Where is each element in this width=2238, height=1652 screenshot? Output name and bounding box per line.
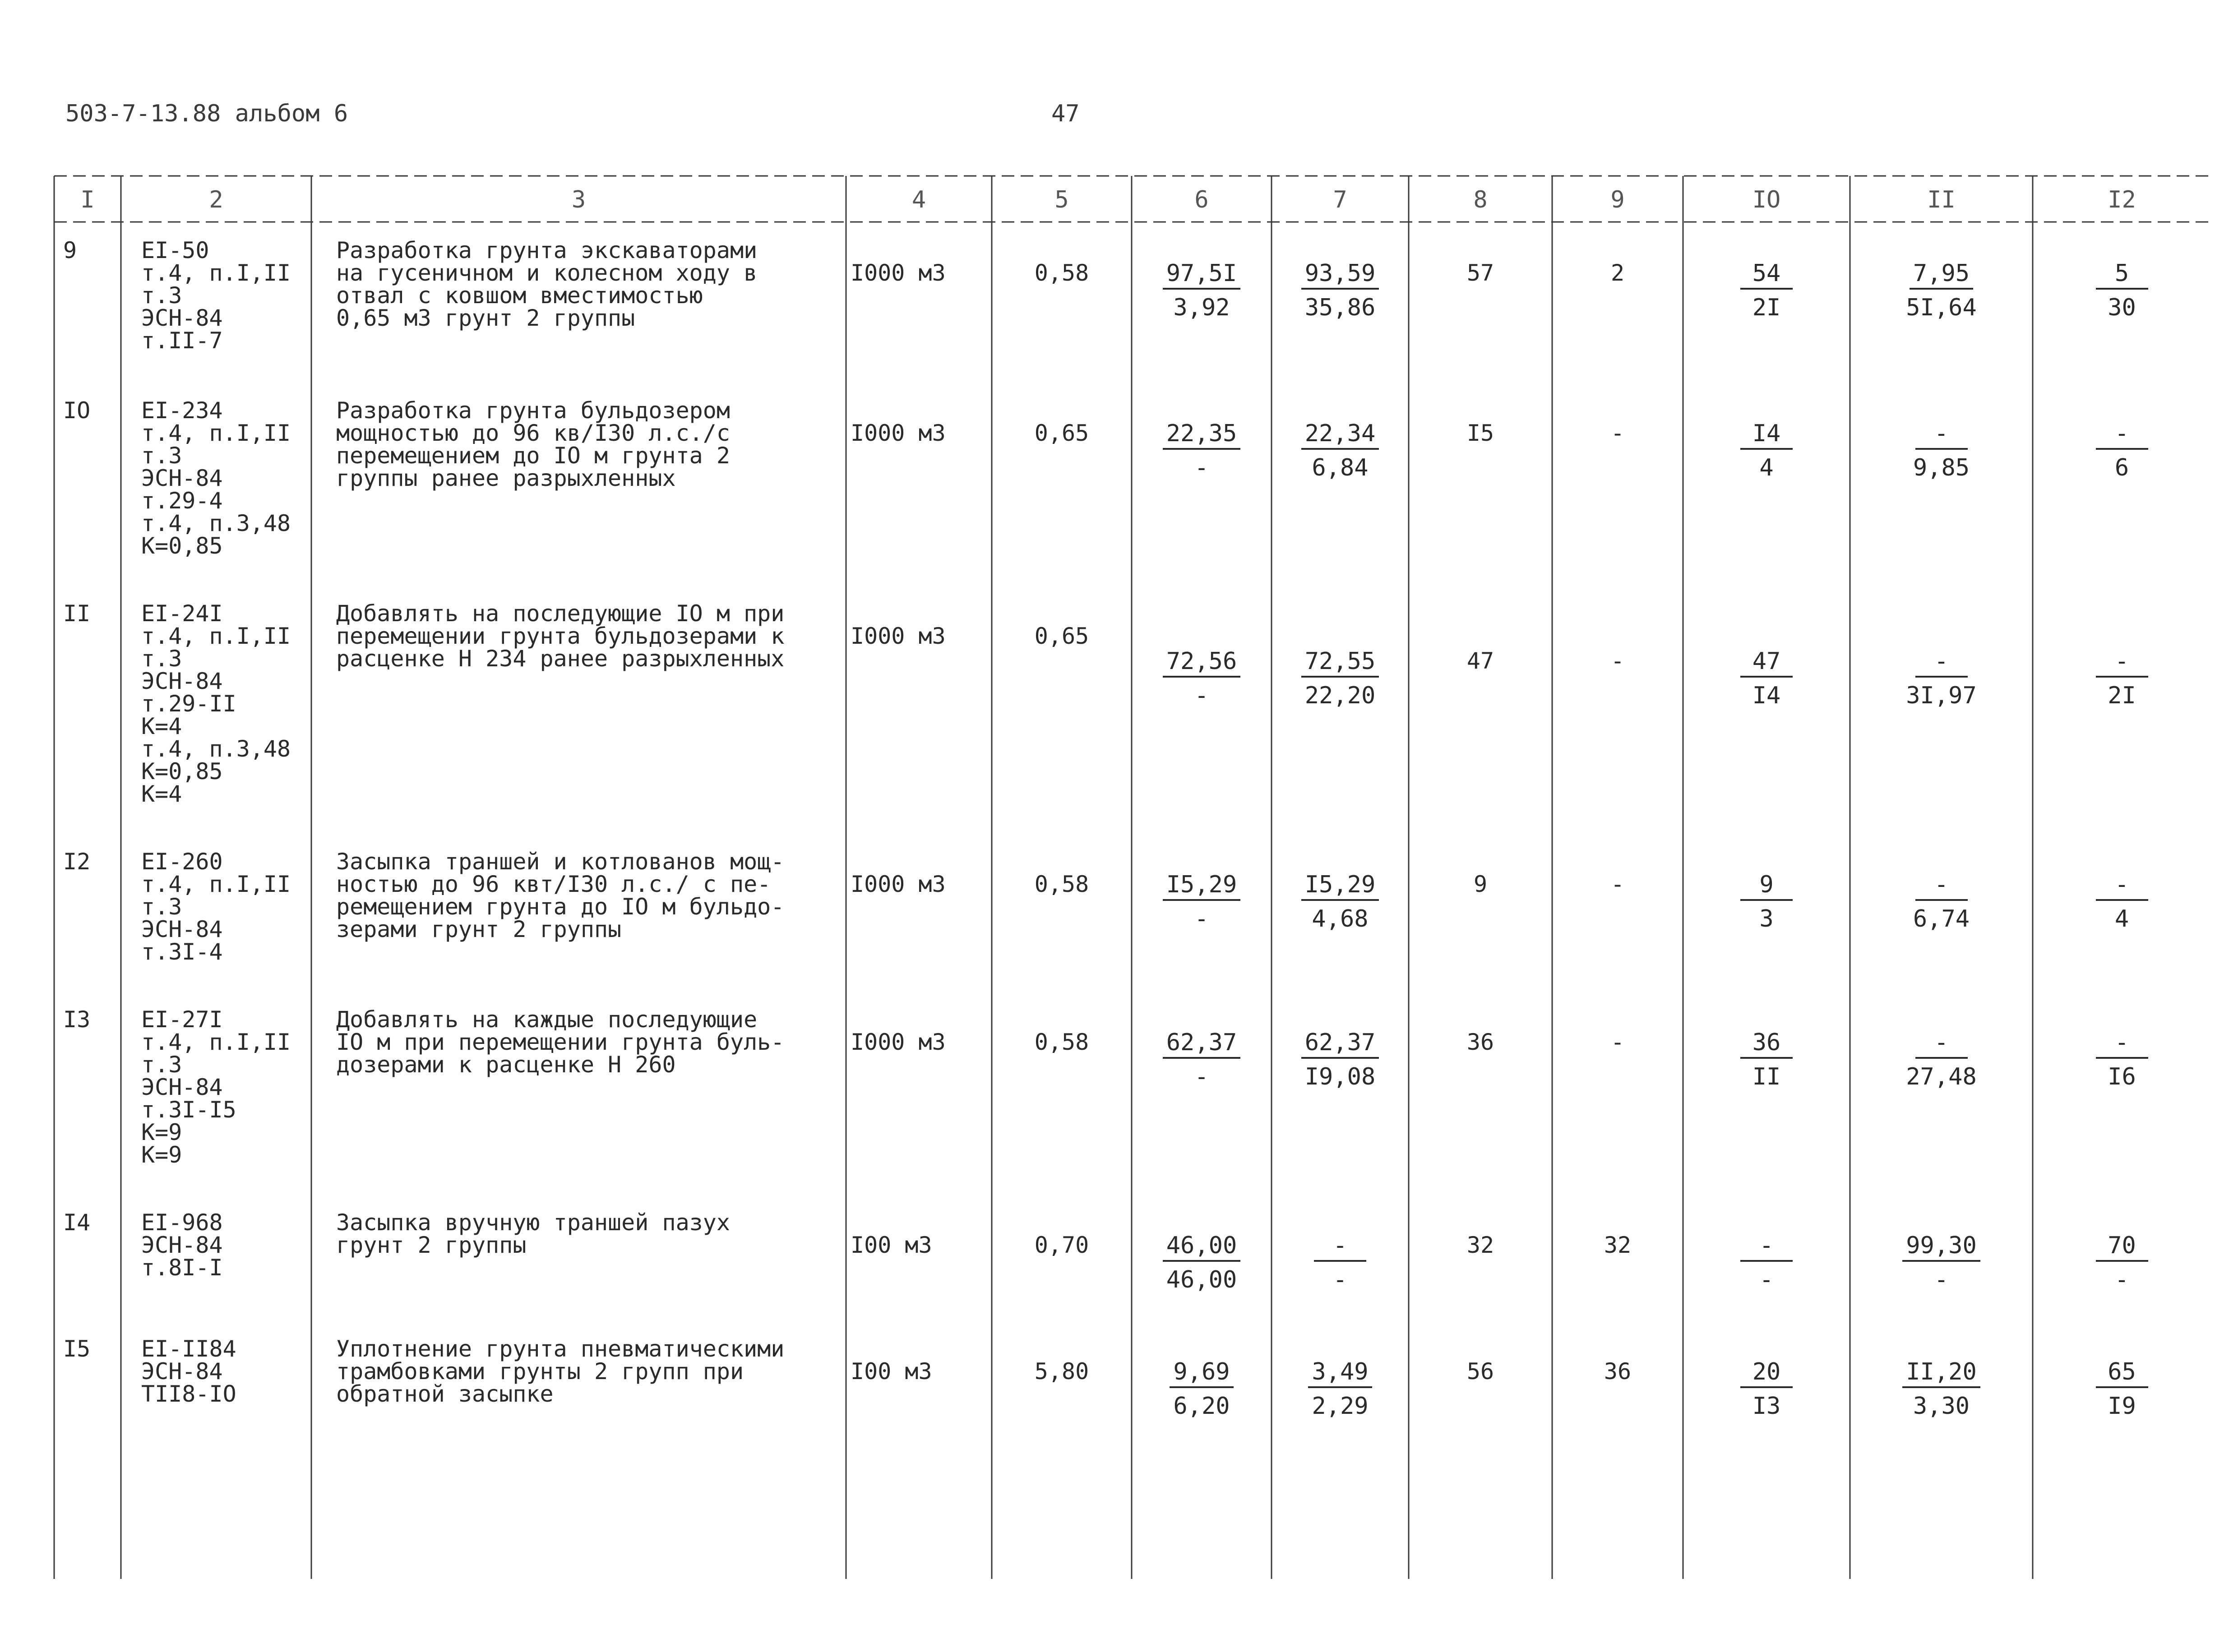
work-description: Разработка грунта экскаваторами на гусеничном и колесном ходу в отвал с ковшом вместимостью 0,65 м3 грунт 2 группы	[336, 237, 758, 331]
numerator: 72,56	[1163, 650, 1241, 678]
numerator: 22,35	[1163, 422, 1241, 450]
denominator: II	[1752, 1063, 1781, 1090]
unit-of-measure: I00 м3	[851, 1232, 932, 1258]
unit-of-measure: I00 м3	[851, 1358, 932, 1384]
denominator: 6,74	[1913, 905, 1970, 932]
column-number: I2	[2108, 186, 2136, 213]
value-col-9: -	[1610, 648, 1625, 674]
denominator: 4,68	[1312, 905, 1369, 932]
numerator: I5,29	[1301, 873, 1379, 901]
norm-reference: EI-50 т.4, п.I,II т.3 ЭСН-84 т.II-7	[141, 237, 291, 354]
numerator: 65	[2096, 1360, 2148, 1388]
value-col-7	[1295, 873, 1385, 932]
numerator: 62,37	[1301, 1031, 1379, 1059]
numerator: -	[2096, 873, 2148, 901]
value-col-9: 32	[1604, 1232, 1632, 1258]
unit-of-measure: I000 м3	[851, 623, 946, 649]
value-col-9: 36	[1604, 1358, 1632, 1384]
denominator: 6,84	[1312, 454, 1369, 481]
numerator: -	[2096, 650, 2148, 678]
row-number: I2	[63, 849, 91, 875]
numerator: 62,37	[1163, 1031, 1241, 1059]
numerator: I4	[1740, 422, 1793, 450]
unit-of-measure: I000 м3	[851, 420, 946, 446]
column-number: 8	[1473, 186, 1488, 213]
value-col-11	[1896, 873, 1987, 932]
column-number: II	[1927, 186, 1956, 213]
numerator: -	[1915, 1031, 1968, 1059]
norm-reference: EI-968 ЭСН-84 т.8I-I	[141, 1209, 223, 1281]
work-description: Разработка грунта бульдозером мощностью до 96 кв/I30 л.с./с перемещением до IO м грунта 2 группы ранее разрыхленных	[336, 397, 730, 491]
denominator: 5I,64	[1906, 294, 1977, 321]
column-number: 5	[1054, 186, 1069, 213]
value-col-6	[1156, 422, 1247, 481]
value-col-10	[1721, 422, 1812, 481]
denominator: 4	[2114, 905, 2129, 932]
norm-reference: EI-27I т.4, п.I,II т.3 ЭСН-84 т.3I-I5 К=9 К=9	[141, 1006, 291, 1168]
value-col-6	[1156, 873, 1247, 932]
page-number: 47	[1051, 100, 1080, 127]
value-col-11	[1896, 1031, 1987, 1090]
value-col-7	[1295, 1360, 1385, 1420]
row-number: 9	[63, 237, 77, 263]
numerator: 93,59	[1301, 262, 1379, 290]
unit-of-measure: I000 м3	[851, 871, 946, 897]
numerator: 5	[2096, 262, 2148, 290]
denominator: -	[1934, 1266, 1949, 1293]
value-col-10	[1721, 262, 1812, 321]
value-col-12	[2077, 1234, 2167, 1293]
value-col-12	[2077, 873, 2167, 932]
numerator: -	[1915, 422, 1968, 450]
denominator: 3	[1759, 905, 1774, 932]
denominator: I9,08	[1304, 1063, 1376, 1090]
denominator: I6	[2108, 1063, 2136, 1090]
denominator: 9,85	[1913, 454, 1970, 481]
value-col-9: -	[1610, 871, 1625, 897]
row-number: I3	[63, 1006, 91, 1033]
denominator: 35,86	[1304, 294, 1376, 321]
column-number: I	[80, 186, 95, 213]
value-col-7	[1295, 422, 1385, 481]
unit-of-measure: I000 м3	[851, 1029, 946, 1055]
value-col-10	[1721, 650, 1812, 709]
column-number: 2	[209, 186, 223, 213]
denominator: -	[1194, 905, 1209, 932]
denominator: 3,92	[1173, 294, 1230, 321]
norm-reference: EI-234 т.4, п.I,II т.3 ЭСН-84 т.29-4 т.4, п.3,48 К=0,85	[141, 397, 291, 559]
denominator: -	[1194, 682, 1209, 709]
numerator: 99,30	[1902, 1234, 1980, 1262]
numerator: 46,00	[1163, 1234, 1241, 1262]
row-number: I5	[63, 1336, 91, 1362]
numerator: -	[2096, 422, 2148, 450]
value-col-7	[1295, 1234, 1385, 1293]
denominator: -	[1194, 454, 1209, 481]
value-col-6	[1156, 1234, 1247, 1293]
denominator: 22,20	[1304, 682, 1376, 709]
value-col-6	[1156, 262, 1247, 321]
value-col-8: 56	[1466, 1358, 1494, 1384]
numerator: II,20	[1902, 1360, 1980, 1388]
denominator: I3	[1752, 1393, 1781, 1420]
unit-of-measure: I000 м3	[851, 260, 946, 286]
value-col-11	[1896, 1234, 1987, 1293]
denominator: 2I	[1752, 294, 1781, 321]
value-col-10	[1721, 1234, 1812, 1293]
value-col-11	[1896, 422, 1987, 481]
value-col-12	[2077, 422, 2167, 481]
value-col-12	[2077, 1031, 2167, 1090]
column-number: 7	[1333, 186, 1347, 213]
value-col-8: 36	[1466, 1029, 1494, 1055]
coefficient: 0,58	[1034, 1029, 1089, 1055]
numerator: -	[2096, 1031, 2148, 1059]
work-description: Засыпка траншей и котлованов мощ- ностью до 96 квт/I30 л.с./ с пе- ремещением грунта до IO м бульдо- зерами грунт 2 группы	[336, 849, 785, 942]
column-number: 3	[571, 186, 586, 213]
work-description: Добавлять на каждые последующие IO м при перемещении грунта буль- дозерами к расценке Н 260	[336, 1006, 785, 1078]
denominator: I9	[2108, 1393, 2136, 1420]
numerator: 9	[1740, 873, 1793, 901]
numerator: 7,95	[1910, 262, 1973, 290]
denominator: -	[1194, 1063, 1209, 1090]
column-number: 9	[1610, 186, 1625, 213]
value-col-7	[1295, 262, 1385, 321]
numerator: -	[1740, 1234, 1793, 1262]
norm-reference: EI-260 т.4, п.I,II т.3 ЭСН-84 т.3I-4	[141, 849, 291, 965]
value-col-9: 2	[1610, 260, 1625, 286]
numerator: -	[1915, 650, 1968, 678]
numerator: 72,55	[1301, 650, 1379, 678]
row-number: I4	[63, 1209, 91, 1236]
numerator: 70	[2096, 1234, 2148, 1262]
value-col-12	[2077, 650, 2167, 709]
numerator: I5,29	[1163, 873, 1241, 901]
denominator: -	[2114, 1266, 2129, 1293]
value-col-8: 57	[1466, 260, 1494, 286]
norm-reference: EI-24I т.4, п.I,II т.3 ЭСН-84 т.29-II К=4 т.4, п.3,48 К=0,85 К=4	[141, 600, 291, 807]
denominator: 6,20	[1173, 1393, 1230, 1420]
denominator: -	[1759, 1266, 1774, 1293]
numerator: 47	[1740, 650, 1793, 678]
row-number: II	[63, 600, 91, 627]
denominator: -	[1333, 1266, 1347, 1293]
value-col-9: -	[1610, 420, 1625, 446]
value-col-9: -	[1610, 1029, 1625, 1055]
numerator: 20	[1740, 1360, 1793, 1388]
denominator: 30	[2108, 294, 2136, 321]
value-col-8: 32	[1466, 1232, 1494, 1258]
coefficient: 0,70	[1034, 1232, 1089, 1258]
denominator: 46,00	[1166, 1266, 1237, 1293]
numerator: 9,69	[1170, 1360, 1233, 1388]
denominator: 3I,97	[1906, 682, 1977, 709]
work-description: Уплотнение грунта пневматическими трамбовками грунты 2 групп при обратной засыпке	[336, 1336, 785, 1407]
numerator: -	[1314, 1234, 1366, 1262]
numerator: 22,34	[1301, 422, 1379, 450]
value-col-12	[2077, 1360, 2167, 1420]
value-col-7	[1295, 650, 1385, 709]
value-col-6	[1156, 1031, 1247, 1090]
value-col-8: 9	[1473, 871, 1488, 897]
value-col-10	[1721, 1031, 1812, 1090]
denominator: 4	[1759, 454, 1774, 481]
numerator: 54	[1740, 262, 1793, 290]
coefficient: 0,58	[1034, 871, 1089, 897]
value-col-8: I5	[1466, 420, 1494, 446]
norm-reference: EI-II84 ЭСН-84 TII8-IO	[141, 1336, 236, 1407]
column-number: IO	[1752, 186, 1781, 213]
column-number: 4	[911, 186, 926, 213]
numerator: 97,5I	[1163, 262, 1241, 290]
work-description: Засыпка вручную траншей пазух грунт 2 группы	[336, 1209, 730, 1258]
value-col-10	[1721, 1360, 1812, 1420]
value-col-7	[1295, 1031, 1385, 1090]
value-col-6	[1156, 650, 1247, 709]
numerator: -	[1915, 873, 1968, 901]
value-col-6	[1156, 1360, 1247, 1420]
value-col-11	[1896, 650, 1987, 709]
value-col-11	[1896, 262, 1987, 321]
denominator: 2,29	[1312, 1393, 1369, 1420]
column-number: 6	[1194, 186, 1209, 213]
denominator: 6	[2114, 454, 2129, 481]
denominator: 3,30	[1913, 1393, 1970, 1420]
value-col-10	[1721, 873, 1812, 932]
coefficient: 0,65	[1034, 623, 1089, 649]
value-col-8: 47	[1466, 648, 1494, 674]
numerator: 3,49	[1308, 1360, 1372, 1388]
row-number: IO	[63, 397, 91, 424]
work-description: Добавлять на последующие IO м при перемещении грунта бульдозерами к расценке Н 234 ранее разрыхленных	[336, 600, 785, 672]
value-col-12	[2077, 262, 2167, 321]
denominator: 27,48	[1906, 1063, 1977, 1090]
document-reference: 503-7-13.88 альбом 6	[65, 100, 348, 127]
denominator: I4	[1752, 682, 1781, 709]
numerator: 36	[1740, 1031, 1793, 1059]
denominator: 2I	[2108, 682, 2136, 709]
value-col-11	[1896, 1360, 1987, 1420]
coefficient: 0,65	[1034, 420, 1089, 446]
coefficient: 5,80	[1034, 1358, 1089, 1384]
coefficient: 0,58	[1034, 260, 1089, 286]
